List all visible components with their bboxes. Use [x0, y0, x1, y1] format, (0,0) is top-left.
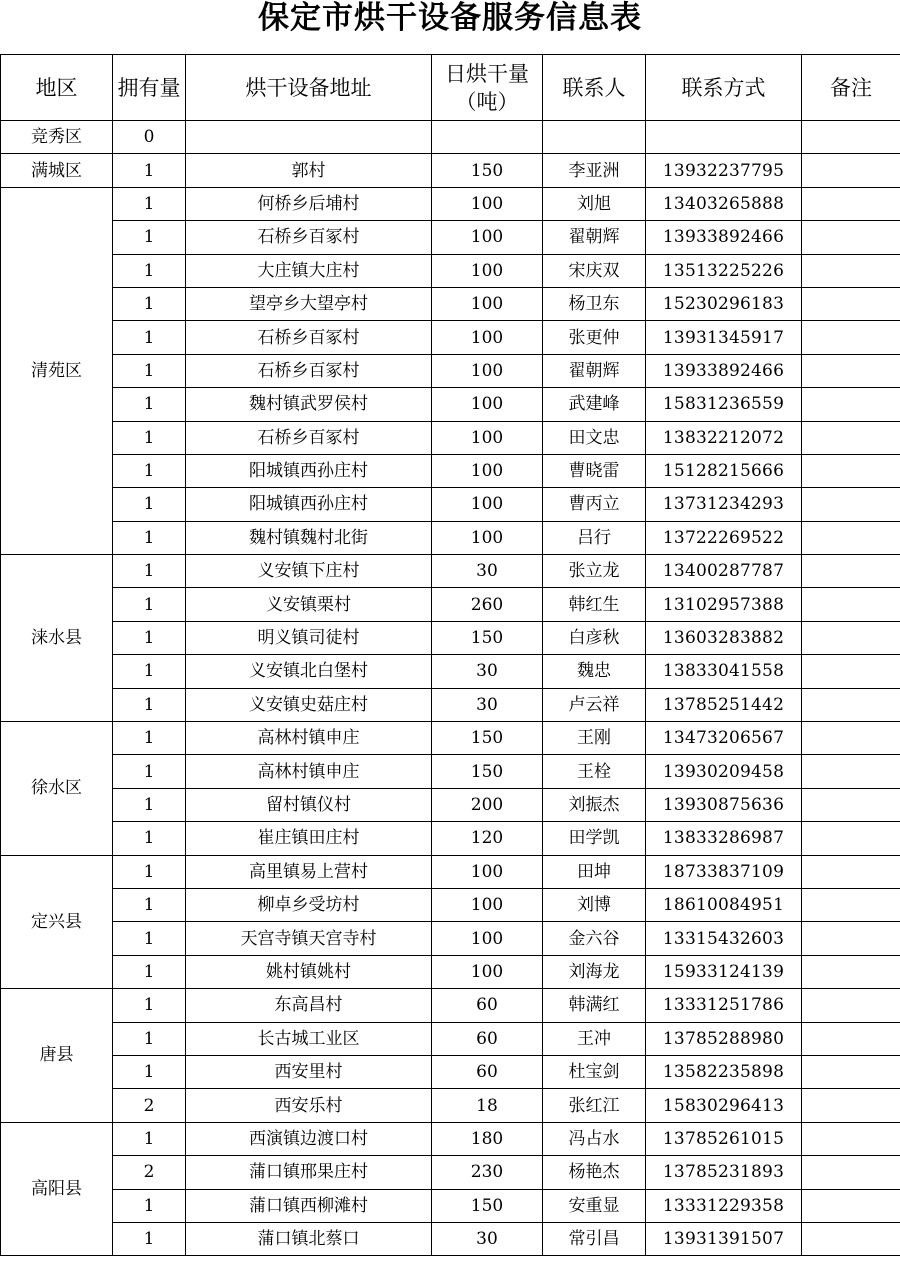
cell-address: 望亭乡大望亭村	[186, 287, 432, 320]
cell-phone: 13931345917	[646, 321, 802, 354]
table-row	[1, 755, 900, 788]
table-row	[1, 488, 900, 521]
table-row	[1, 955, 900, 988]
cell-capacity: 60	[432, 989, 543, 1022]
cell-contact: 王栓	[543, 755, 646, 788]
cell-address: 姚村镇姚村	[186, 955, 432, 988]
cell-remark	[802, 421, 900, 454]
header-row	[1, 55, 900, 121]
header-capacity: 日烘干量（吨）	[432, 55, 543, 121]
cell-remark	[802, 521, 900, 554]
cell-address: 柳卓乡受坊村	[186, 888, 432, 921]
cell-count: 1	[113, 454, 186, 487]
table-row	[1, 722, 900, 755]
cell-capacity: 150	[432, 755, 543, 788]
cell-count: 1	[113, 855, 186, 888]
cell-capacity: 180	[432, 1122, 543, 1155]
cell-remark	[802, 1156, 900, 1189]
cell-count: 1	[113, 955, 186, 988]
cell-count: 2	[113, 1089, 186, 1122]
cell-phone: 13933892466	[646, 221, 802, 254]
cell-contact: 田坤	[543, 855, 646, 888]
cell-phone: 13331229358	[646, 1189, 802, 1222]
cell-phone: 15230296183	[646, 287, 802, 320]
cell-count: 2	[113, 1156, 186, 1189]
cell-count: 1	[113, 788, 186, 821]
cell-contact: 韩红生	[543, 588, 646, 621]
cell-remark	[802, 1022, 900, 1055]
cell-count: 1	[113, 321, 186, 354]
cell-remark	[802, 1089, 900, 1122]
cell-phone: 13785261015	[646, 1122, 802, 1155]
cell-phone: 13785288980	[646, 1022, 802, 1055]
cell-contact: 曹丙立	[543, 488, 646, 521]
table-row	[1, 521, 900, 554]
cell-count: 1	[113, 1189, 186, 1222]
cell-region: 高阳县	[1, 1122, 113, 1256]
cell-capacity: 100	[432, 187, 543, 220]
cell-count: 1	[113, 621, 186, 654]
cell-remark	[802, 1055, 900, 1088]
table-row	[1, 1156, 900, 1189]
cell-capacity: 100	[432, 488, 543, 521]
cell-count: 1	[113, 722, 186, 755]
cell-phone	[646, 121, 802, 154]
cell-capacity: 200	[432, 788, 543, 821]
cell-capacity: 100	[432, 287, 543, 320]
cell-contact: 安重显	[543, 1189, 646, 1222]
cell-address: 石桥乡百冢村	[186, 421, 432, 454]
cell-remark	[802, 187, 900, 220]
header-remark: 备注	[802, 55, 900, 121]
cell-phone: 13473206567	[646, 722, 802, 755]
cell-address: 郭村	[186, 154, 432, 187]
cell-remark	[802, 221, 900, 254]
cell-address: 天宫寺镇天宫寺村	[186, 922, 432, 955]
cell-address: 西安里村	[186, 1055, 432, 1088]
cell-phone: 13403265888	[646, 187, 802, 220]
cell-capacity: 100	[432, 521, 543, 554]
cell-remark	[802, 154, 900, 187]
cell-capacity: 30	[432, 688, 543, 721]
cell-remark	[802, 655, 900, 688]
cell-address: 高林村镇申庄	[186, 722, 432, 755]
document-title: 保定市烘干设备服务信息表	[258, 0, 642, 36]
cell-remark	[802, 989, 900, 1022]
cell-count: 1	[113, 354, 186, 387]
cell-capacity: 230	[432, 1156, 543, 1189]
cell-phone: 13731234293	[646, 488, 802, 521]
cell-remark	[802, 822, 900, 855]
cell-count: 1	[113, 1122, 186, 1155]
cell-region: 涞水县	[1, 555, 113, 722]
cell-count: 1	[113, 154, 186, 187]
cell-phone: 13833286987	[646, 822, 802, 855]
cell-count: 1	[113, 755, 186, 788]
cell-address	[186, 121, 432, 154]
cell-capacity: 260	[432, 588, 543, 621]
cell-phone: 13930209458	[646, 755, 802, 788]
cell-capacity: 30	[432, 655, 543, 688]
cell-count: 1	[113, 421, 186, 454]
table-row	[1, 555, 900, 588]
cell-count: 1	[113, 588, 186, 621]
cell-capacity: 150	[432, 621, 543, 654]
cell-contact: 白彦秋	[543, 621, 646, 654]
cell-capacity: 150	[432, 722, 543, 755]
table-row	[1, 354, 900, 387]
cell-capacity: 60	[432, 1055, 543, 1088]
cell-phone: 13931391507	[646, 1222, 802, 1255]
cell-contact: 吕行	[543, 521, 646, 554]
cell-address: 西安乐村	[186, 1089, 432, 1122]
cell-remark	[802, 121, 900, 154]
cell-capacity: 60	[432, 1022, 543, 1055]
table-row	[1, 621, 900, 654]
cell-remark	[802, 488, 900, 521]
cell-address: 石桥乡百冢村	[186, 354, 432, 387]
cell-contact: 杨艳杰	[543, 1156, 646, 1189]
cell-count: 1	[113, 1055, 186, 1088]
cell-remark	[802, 621, 900, 654]
header-region: 地区	[1, 55, 113, 121]
cell-capacity: 30	[432, 555, 543, 588]
cell-phone: 13722269522	[646, 521, 802, 554]
cell-address: 东高昌村	[186, 989, 432, 1022]
cell-capacity: 100	[432, 454, 543, 487]
cell-contact: 田文忠	[543, 421, 646, 454]
cell-remark	[802, 855, 900, 888]
cell-contact: 魏忠	[543, 655, 646, 688]
cell-capacity: 30	[432, 1222, 543, 1255]
cell-phone: 13400287787	[646, 555, 802, 588]
cell-contact: 田学凯	[543, 822, 646, 855]
cell-address: 崔庄镇田庄村	[186, 822, 432, 855]
cell-count: 1	[113, 521, 186, 554]
table-row	[1, 454, 900, 487]
cell-phone: 13331251786	[646, 989, 802, 1022]
cell-count: 1	[113, 287, 186, 320]
table-row	[1, 1055, 900, 1088]
cell-contact: 常引昌	[543, 1222, 646, 1255]
table-body	[1, 121, 900, 1256]
table-row	[1, 989, 900, 1022]
cell-phone: 13603283882	[646, 621, 802, 654]
cell-remark	[802, 688, 900, 721]
cell-count: 1	[113, 488, 186, 521]
cell-count: 1	[113, 555, 186, 588]
cell-capacity: 18	[432, 1089, 543, 1122]
cell-phone: 18733837109	[646, 855, 802, 888]
cell-remark	[802, 722, 900, 755]
table-row	[1, 388, 900, 421]
cell-region: 定兴县	[1, 855, 113, 989]
cell-contact: 刘海龙	[543, 955, 646, 988]
cell-address: 魏村镇魏村北街	[186, 521, 432, 554]
cell-contact: 刘振杰	[543, 788, 646, 821]
cell-address: 明义镇司徒村	[186, 621, 432, 654]
cell-contact	[543, 121, 646, 154]
cell-remark	[802, 287, 900, 320]
cell-capacity: 150	[432, 154, 543, 187]
cell-contact: 宋庆双	[543, 254, 646, 287]
cell-region: 唐县	[1, 989, 113, 1123]
cell-count: 1	[113, 989, 186, 1022]
cell-address: 西演镇边渡口村	[186, 1122, 432, 1155]
cell-count: 1	[113, 388, 186, 421]
cell-phone: 13832212072	[646, 421, 802, 454]
cell-contact: 金六谷	[543, 922, 646, 955]
cell-phone: 18610084951	[646, 888, 802, 921]
dryer-info-table	[0, 54, 900, 1256]
cell-remark	[802, 321, 900, 354]
cell-contact: 翟朝辉	[543, 354, 646, 387]
cell-contact: 韩满红	[543, 989, 646, 1022]
cell-contact: 张红江	[543, 1089, 646, 1122]
cell-region: 清苑区	[1, 187, 113, 554]
header-count: 拥有量	[113, 55, 186, 121]
table-row	[1, 588, 900, 621]
cell-count: 1	[113, 1022, 186, 1055]
cell-capacity: 100	[432, 254, 543, 287]
cell-capacity	[432, 121, 543, 154]
table-row	[1, 788, 900, 821]
cell-contact: 武建峰	[543, 388, 646, 421]
cell-remark	[802, 254, 900, 287]
cell-address: 高林村镇申庄	[186, 755, 432, 788]
table-row	[1, 688, 900, 721]
cell-region: 徐水区	[1, 722, 113, 856]
cell-remark	[802, 788, 900, 821]
table-row	[1, 1222, 900, 1255]
cell-count: 1	[113, 888, 186, 921]
cell-address: 蒲口镇西柳滩村	[186, 1189, 432, 1222]
cell-remark	[802, 454, 900, 487]
cell-phone: 13513225226	[646, 254, 802, 287]
cell-phone: 15128215666	[646, 454, 802, 487]
cell-address: 高里镇易上营村	[186, 855, 432, 888]
cell-address: 长古城工业区	[186, 1022, 432, 1055]
table-row	[1, 421, 900, 454]
cell-count: 1	[113, 922, 186, 955]
cell-address: 石桥乡百冢村	[186, 221, 432, 254]
cell-count: 1	[113, 187, 186, 220]
table-row	[1, 822, 900, 855]
header-contact: 联系人	[543, 55, 646, 121]
cell-contact: 刘博	[543, 888, 646, 921]
cell-capacity: 120	[432, 822, 543, 855]
table-row	[1, 888, 900, 921]
cell-remark	[802, 1189, 900, 1222]
cell-capacity: 100	[432, 388, 543, 421]
table-row	[1, 655, 900, 688]
table-row	[1, 1022, 900, 1055]
cell-count: 1	[113, 655, 186, 688]
cell-address: 何桥乡后埔村	[186, 187, 432, 220]
table-row	[1, 254, 900, 287]
header-address: 烘干设备地址	[186, 55, 432, 121]
cell-phone: 15831236559	[646, 388, 802, 421]
cell-address: 石桥乡百冢村	[186, 321, 432, 354]
cell-contact: 杜宝剑	[543, 1055, 646, 1088]
cell-address: 大庄镇大庄村	[186, 254, 432, 287]
cell-phone: 13582235898	[646, 1055, 802, 1088]
cell-capacity: 100	[432, 221, 543, 254]
table-row	[1, 221, 900, 254]
cell-contact: 杨卫东	[543, 287, 646, 320]
cell-contact: 张立龙	[543, 555, 646, 588]
header-phone: 联系方式	[646, 55, 802, 121]
table-row	[1, 1189, 900, 1222]
cell-capacity: 150	[432, 1189, 543, 1222]
table-row	[1, 187, 900, 220]
cell-address: 阳城镇西孙庄村	[186, 488, 432, 521]
cell-phone: 13785251442	[646, 688, 802, 721]
cell-capacity: 100	[432, 855, 543, 888]
table-row	[1, 321, 900, 354]
cell-contact: 卢云祥	[543, 688, 646, 721]
cell-remark	[802, 888, 900, 921]
cell-remark	[802, 354, 900, 387]
cell-phone: 13102957388	[646, 588, 802, 621]
cell-phone: 13315432603	[646, 922, 802, 955]
cell-count: 0	[113, 121, 186, 154]
cell-contact: 翟朝辉	[543, 221, 646, 254]
cell-count: 1	[113, 254, 186, 287]
table-row	[1, 287, 900, 320]
cell-capacity: 100	[432, 354, 543, 387]
cell-address: 阳城镇西孙庄村	[186, 454, 432, 487]
cell-region: 满城区	[1, 154, 113, 187]
table-row	[1, 121, 900, 154]
table-row	[1, 1122, 900, 1155]
cell-capacity: 100	[432, 888, 543, 921]
cell-phone: 13785231893	[646, 1156, 802, 1189]
cell-remark	[802, 1222, 900, 1255]
cell-capacity: 100	[432, 922, 543, 955]
cell-phone: 15830296413	[646, 1089, 802, 1122]
cell-capacity: 100	[432, 321, 543, 354]
cell-contact: 李亚洲	[543, 154, 646, 187]
cell-address: 蒲口镇邢果庄村	[186, 1156, 432, 1189]
cell-contact: 刘旭	[543, 187, 646, 220]
cell-contact: 王刚	[543, 722, 646, 755]
cell-remark	[802, 1122, 900, 1155]
cell-address: 义安镇北白堡村	[186, 655, 432, 688]
cell-phone: 13932237795	[646, 154, 802, 187]
cell-remark	[802, 755, 900, 788]
cell-contact: 冯占水	[543, 1122, 646, 1155]
cell-count: 1	[113, 1222, 186, 1255]
cell-contact: 王冲	[543, 1022, 646, 1055]
cell-phone: 13930875636	[646, 788, 802, 821]
cell-address: 义安镇史菇庄村	[186, 688, 432, 721]
cell-address: 留村镇仪村	[186, 788, 432, 821]
cell-count: 1	[113, 221, 186, 254]
cell-phone: 15933124139	[646, 955, 802, 988]
cell-remark	[802, 388, 900, 421]
cell-address: 蒲口镇北蔡口	[186, 1222, 432, 1255]
cell-phone: 13933892466	[646, 354, 802, 387]
cell-phone: 13833041558	[646, 655, 802, 688]
cell-remark	[802, 555, 900, 588]
cell-address: 魏村镇武罗侯村	[186, 388, 432, 421]
cell-capacity: 100	[432, 421, 543, 454]
table-row	[1, 922, 900, 955]
cell-address: 义安镇下庄村	[186, 555, 432, 588]
cell-contact: 曹晓雷	[543, 454, 646, 487]
table-row	[1, 154, 900, 187]
cell-remark	[802, 588, 900, 621]
table-row	[1, 855, 900, 888]
cell-remark	[802, 922, 900, 955]
cell-region: 竞秀区	[1, 121, 113, 154]
cell-address: 义安镇栗村	[186, 588, 432, 621]
cell-count: 1	[113, 688, 186, 721]
cell-capacity: 100	[432, 955, 543, 988]
cell-contact: 张更仲	[543, 321, 646, 354]
table-row	[1, 1089, 900, 1122]
cell-remark	[802, 955, 900, 988]
cell-count: 1	[113, 822, 186, 855]
